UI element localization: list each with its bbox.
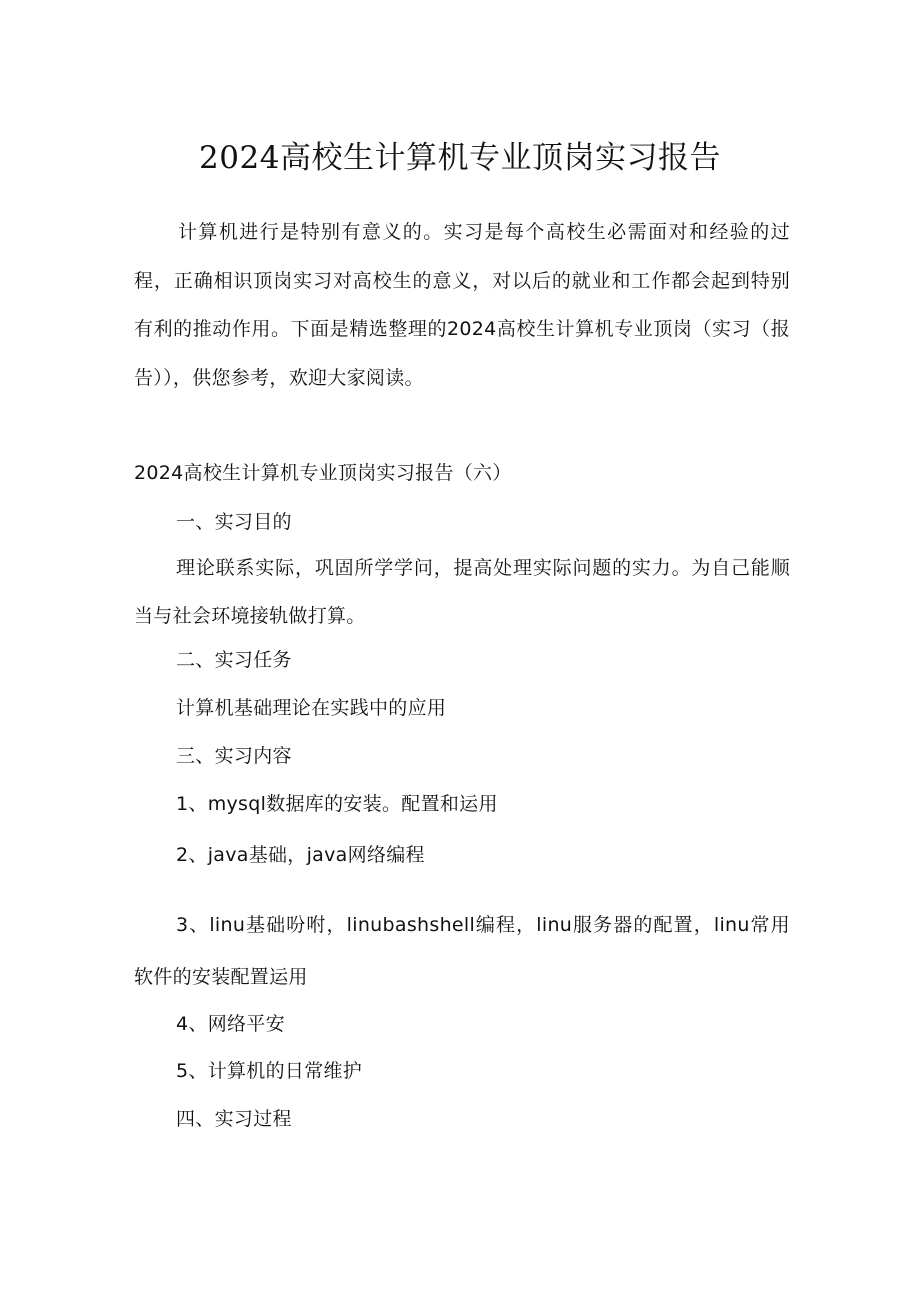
list-item: 3、linu基础吩咐，linubashshell编程，linu服务器的配置，linu常用软件的安装配置运用 — [134, 914, 790, 988]
heading-internship-goal: 一、实习目的 — [176, 511, 292, 533]
list-item: 1、mysql数据库的安装。配置和运用 — [176, 793, 498, 815]
heading-internship-content: 三、实习内容 — [176, 745, 292, 767]
list-item: 5、计算机的日常维护 — [176, 1060, 363, 1082]
list-item: 4、网络平安 — [176, 1013, 285, 1035]
paragraph-internship-task: 计算机基础理论在实践中的应用 — [176, 697, 447, 719]
heading-internship-process: 四、实习过程 — [176, 1108, 292, 1130]
section-title: 2024高校生计算机专业顶岗实习报告（六） — [134, 462, 512, 484]
paragraph-internship-goal: 理论联系实际，巩固所学学问，提高处理实际问题的实力。为自己能顺当与社会环境接轨做打算。 — [134, 557, 790, 627]
list-item: 2、java基础，java网络编程 — [176, 844, 425, 866]
heading-internship-task: 二、实习任务 — [176, 649, 292, 671]
intro-paragraph: 计算机进行是特别有意义的。实习是每个高校生必需面对和经验的过程，正确相识顶岗实习对高校生的意义，对以后的就业和工作都会起到特别有利的推动作用。下面是精选整理的2024高校生计算机专业顶岗（实习（报告）），供您参考，欢迎大家阅读。 — [134, 221, 790, 389]
document-title: 2024高校生计算机专业顶岗实习报告 — [199, 140, 721, 176]
